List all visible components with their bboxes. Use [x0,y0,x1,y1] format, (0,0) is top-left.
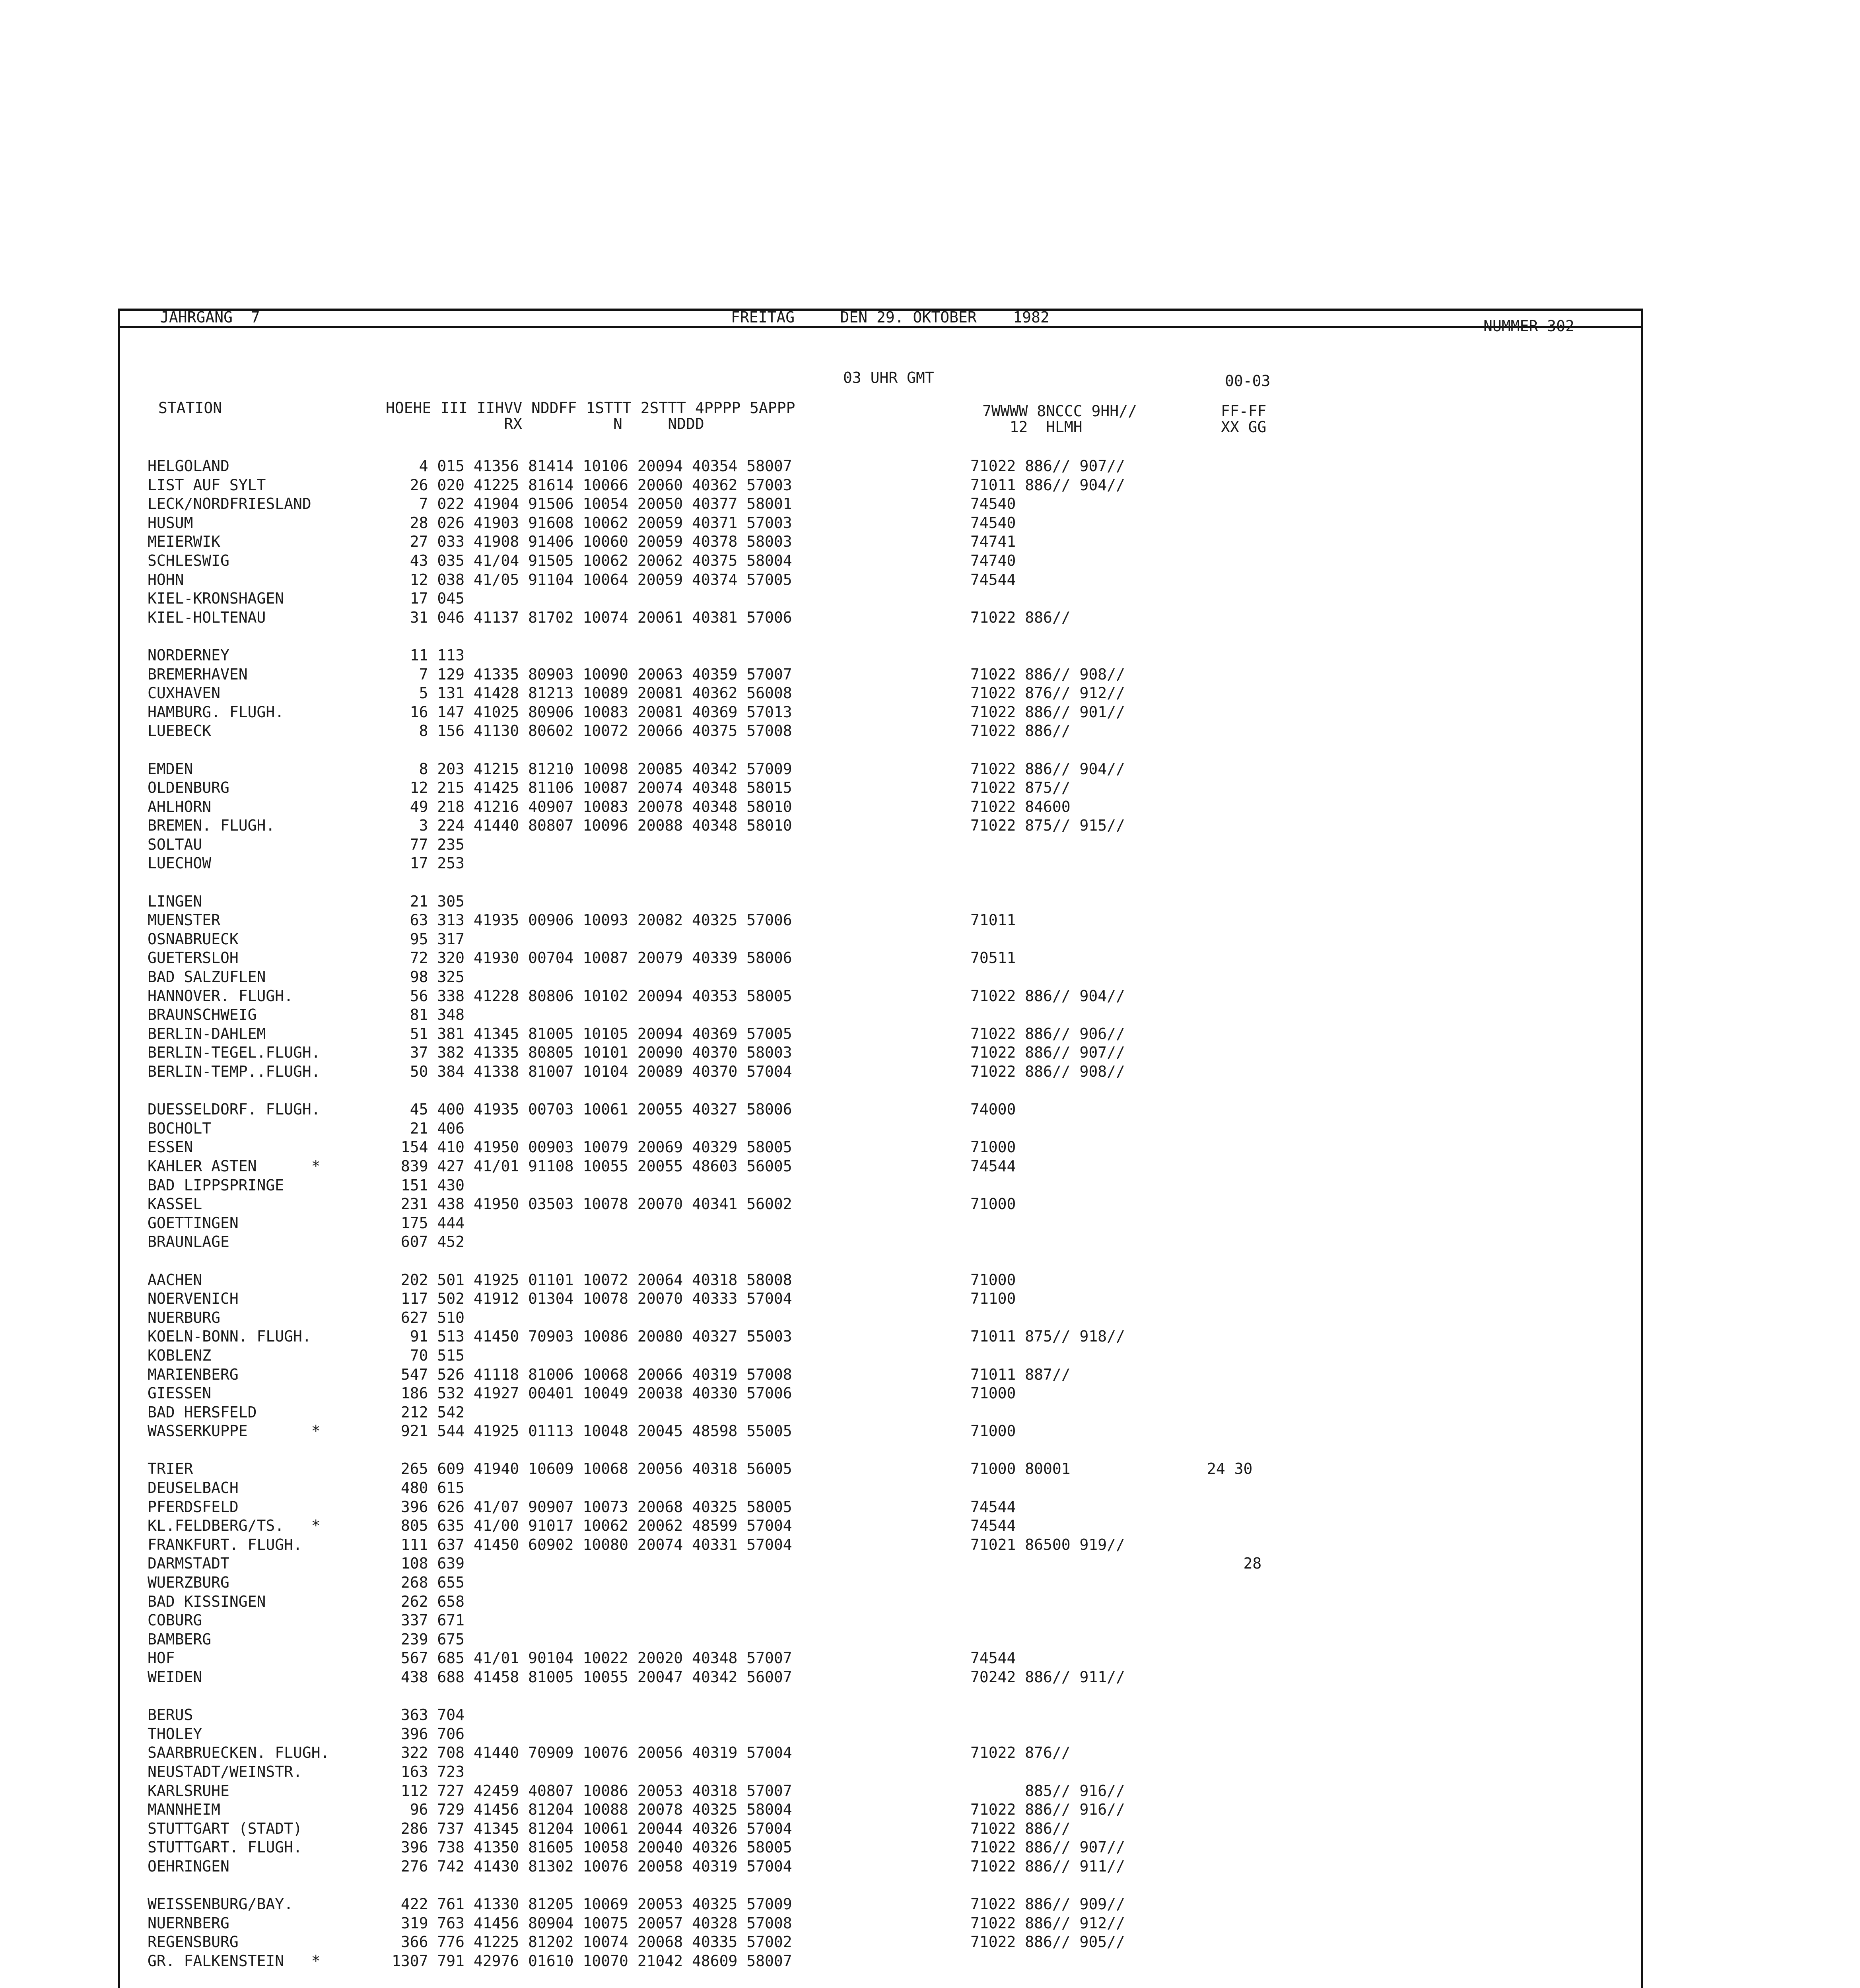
header-rule [118,326,1643,328]
column-station-header: STATION [158,399,222,417]
column-codes-subheader: 12 HLMH [982,418,1083,436]
issue-number: NUMMER 302 [1483,317,1574,335]
column-numbers-subheader: RX N NDDD [386,415,704,433]
weather-codes: 71022 886// 907// 71011 886// 904// 74540 74540 74741 74740 74544 71022 886// 71022 886// 908// 71022 876// 912// 71022 886// 901// 71022 886// 71022 886// 904// 71022 875// 71022 84600 71022 875// 915// 71011 70511 71022 886// 904// 71022 886// 906// 71022 886// 907// 71022 886// 908// 74000 71000 74544 71000 71000 71100 71011 875// 918// 71011 887// 71000 71000 71000 80001 74544 74544 71021 86500 919// 74544 70242 886// 911// 71022 876// 885// 916// 71022 886// 916// 71022 886// 71022 886// 907// 71022 886// 911// 71022 886// 909// 71022 886// 912// 71022 886// 905// [970,457,1125,1951]
observation-period: 00-03 [1225,372,1271,390]
observation-values: 4 015 41356 81414 10106 20094 40354 58007 26 020 41225 81614 10066 20060 40362 57003 7 022 41904 91506 10054 20050 40377 58001 28 026 41903 91608 10062 20059 40371 57003 27 033 41908 91406 10060 20059 40378 58003 43 035 41/04 91505 10062 20062 40375 58004 12 038 41/05 91104 10064 20059 40374 57005 17 045 31 046 41137 81702 10074 20061 40381 57006 11 113 7 129 41335 80903 10090 20063 40359 57007 5 131 41428 81213 10089 20081 40362 56008 16 147 41025 80906 10083 20081 40369 57013 8 156 41130 80602 10072 20066 40375 57008 8 203 41215 81210 10098 20085 40342 57009 12 215 41425 81106 10087 20074 40348 58015 49 218 41216 40907 10083 20078 40348 58010 3 224 41440 80807 10096 20088 40348 58010 77 235 17 253 21 305 63 313 41935 00906 10093 20082 40325 57006 95 317 72 320 41930 00704 10087 20079 40339 58006 98 325 56 338 41228 80806 10102 20094 40353 58005 81 348 51 381 41345 81005 10105 20094 40369 57005 37 382 41335 80805 10101 20090 40370 58003 50 384 41338 81007 10104 20089 40370 57004 45 400 41935 00703 10061 20055 40327 58006 21 406 154 410 41950 00903 10079 20069 40329 58005 839 427 41/01 91108 10055 20055 48603 56005 151 430 231 438 41950 03503 10078 20070 40341 56002 175 444 607 452 202 501 41925 01101 10072 20064 40318 58008 117 502 41912 01304 10078 20070 40333 57004 627 510 91 513 41450 70903 10086 20080 40327 55003 70 515 547 526 41118 81006 10068 20066 40319 57008 186 532 41927 00401 10049 20038 40330 57006 212 542 921 544 41925 01113 10048 20045 48598 55005 265 609 41940 10609 10068 20056 40318 56005 480 615 396 626 41/07 90907 10073 20068 40325 58005 805 635 41/00 91017 10062 20062 48599 57004 111 637 41450 60902 10080 20074 40331 57004 108 639 268 655 262 658 337 671 239 675 567 685 41/01 90104 10022 20020 40348 57007 438 688 41458 81005 10055 20047 40342 56007 363 704 396 706 322 708 41440 70909 10076 20056 40319 57004 163 723 112 727 42459 40807 10086 20053 40318 57007 96 729 41456 81204 10088 20078 40325 58004 286 737 41345 81204 10061 20044 40326 57004 396 738 41350 81605 10058 20040 40326 58005 276 742 41430 81302 10076 20058 40319 57004 422 761 41330 81205 10069 20053 40325 57009 319 763 41456 80904 10075 20057 40328 57008 366 776 41225 81202 10074 20068 40335 57002 1307 791 42976 01610 10070 21042 48609 58007 [392,457,792,1970]
observation-time: 03 UHR GMT [843,369,934,386]
column-codes-header: 7WWWW 8NCCC 9HH// [982,402,1137,420]
column-extra-header: FF-FF [1221,402,1267,420]
issue-date: FREITAG DEN 29. OKTOBER 1982 [731,309,1050,326]
wind-gust-values: 24 30 28 [1207,1460,1262,1573]
jahrgang-label: JAHRGANG 7 [160,309,260,326]
column-extra-subheader: XX GG [1221,418,1267,436]
station-list: HELGOLAND LIST AUF SYLT LECK/NORDFRIESLAND HUSUM MEIERWIK SCHLESWIG HOHN KIEL-KRONSHAGEN KIEL-HOLTENAU NORDERNEY BREMERHAVEN CUXHAVEN HAMBURG. FLUGH. LUEBECK EMDEN OLDENBURG AHLHORN BREMEN. FLUGH. SOLTAU LUECHOW LINGEN MUENSTER OSNABRUECK GUETERSLOH BAD SALZUFLEN HANNOVER. FLUGH. BRAUNSCHWEIG BERLIN-DAHLEM BERLIN-TEGEL.FLUGH. BERLIN-TEMP..FLUGH. DUESSELDORF. FLUGH. BOCHOLT ESSEN KAHLER ASTEN * BAD LIPPSPRINGE KASSEL GOETTINGEN BRAUNLAGE AACHEN NOERVENICH NUERBURG KOELN-BONN. FLUGH. KOBLENZ MARIENBERG GIESSEN BAD HERSFELD WASSERKUPPE * TRIER DEUSELBACH PFERDSFELD KL.FELDBERG/TS. * FRANKFURT. FLUGH. DARMSTADT WUERZBURG BAD KISSINGEN COBURG BAMBERG HOF WEIDEN BERUS THOLEY SAARBRUECKEN. FLUGH. NEUSTADT/WEINSTR. KARLSRUHE MANNHEIM STUTTGART (STADT) STUTTGART. FLUGH. OEHRINGEN WEISSENBURG/BAY. NUERNBERG REGENSBURG GR. FALKENSTEIN * [148,457,330,1970]
table-frame [118,309,1643,1988]
column-numbers-header: HOEHE III IIHVV NDDFF 1STTT 2STTT 4PPPP 5APPP [386,399,795,417]
